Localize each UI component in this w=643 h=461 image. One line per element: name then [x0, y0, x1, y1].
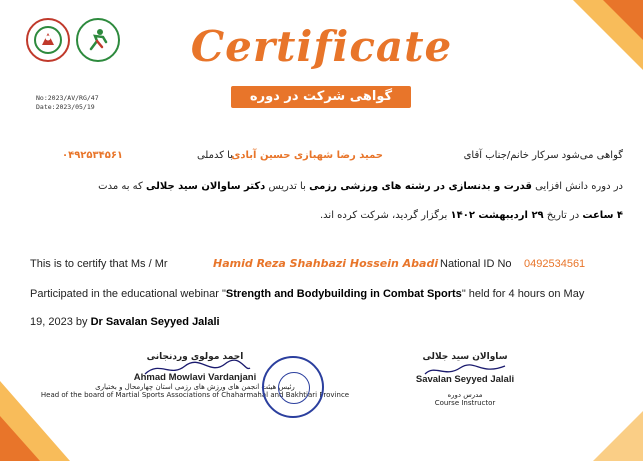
official-seal-icon [262, 356, 324, 418]
left-signer-name-fa: احمد مولوی وردنجانی [146, 352, 244, 362]
fa-line-3 [320, 210, 623, 221]
fa-line1-prefix: گواهی می‌شود سرکار خانم/جناب آقای [463, 150, 623, 161]
fa-line-1 [464, 150, 623, 161]
right-signer-name-fa: ساوالان سید جلالی [422, 352, 508, 362]
certificate-number: No:2023/AV/RG/47 [36, 94, 99, 102]
en-certify-label: This is to certify that Ms / Mr [30, 258, 168, 270]
fa-date: ۲۹ اردیبهشت ۱۴۰۲ [450, 210, 544, 221]
fa-line2-b: با تدریس [268, 181, 306, 192]
en-national-label: National ID No [440, 258, 512, 270]
certificate-title: Certificate [190, 22, 453, 71]
bottom-right-corner-decoration [583, 401, 643, 461]
fa-line3-a: در تاریخ [546, 210, 580, 221]
fa-teacher-name: دکتر ساوالان سید جلالی [146, 181, 266, 192]
en-date-line [30, 316, 220, 328]
fa-hours: ۴ ساعت [582, 210, 623, 221]
en-participated-line [30, 288, 584, 300]
en-recipient-name [213, 257, 438, 270]
en-date-a: 19, 2023 by [30, 316, 88, 328]
certificate-meta [36, 94, 99, 112]
en-teacher-name: Dr Savalan Seyyed Jalali [90, 316, 220, 328]
right-signature-block [400, 352, 530, 407]
left-signer-role-en: Head of the board of Martial Sports Associations of Chaharmahal and Bakhtiari Province [40, 391, 350, 399]
left-signer-name-en: Ahmad Mowlavi Vardanjani [133, 372, 257, 383]
fa-recipient-name: حمید رضا شهبازی حسین آبادی [231, 150, 383, 161]
fa-line2-a: در دوره دانش افزایی [535, 181, 623, 192]
certificate-date: Date:2023/05/19 [36, 103, 95, 111]
en-participated-a: Participated in the educational webinar " [30, 288, 226, 300]
fa-course-title: قدرت و بدنسازی در رشته های ورزشی رزمی [309, 181, 532, 192]
right-signer-name-en: Savalan Seyyed Jalali [415, 374, 515, 385]
en-course-title: Strength and Bodybuilding in Combat Sports [225, 288, 462, 300]
certificate-subtitle-fa: گواهی شرکت در دوره [231, 86, 411, 108]
right-signer-role-fa: مدرس دوره [447, 391, 483, 399]
en-recipient-name-text: Hamid Reza Shahbazi Hossein Abadi [213, 257, 439, 270]
fa-line-2 [98, 181, 623, 192]
en-national-id: 0492534561 [524, 258, 586, 270]
right-signer-role-en: Course Instructor [434, 399, 496, 407]
en-participated-b: " held for 4 hours on May [461, 288, 585, 300]
fa-line2-c: که به مدت [98, 181, 143, 192]
fa-line3-b: برگزار گردید، شرکت کرده اند. [320, 210, 448, 221]
left-signer-role-fa: رئیس هیئت انجمن های ورزش های رزمی استان چهارمحال و بختیاری [95, 383, 295, 391]
fa-national-id: ۰۴۹۲۵۳۴۵۶۱ [62, 150, 124, 161]
fa-national-label: با کدملی [196, 150, 233, 161]
